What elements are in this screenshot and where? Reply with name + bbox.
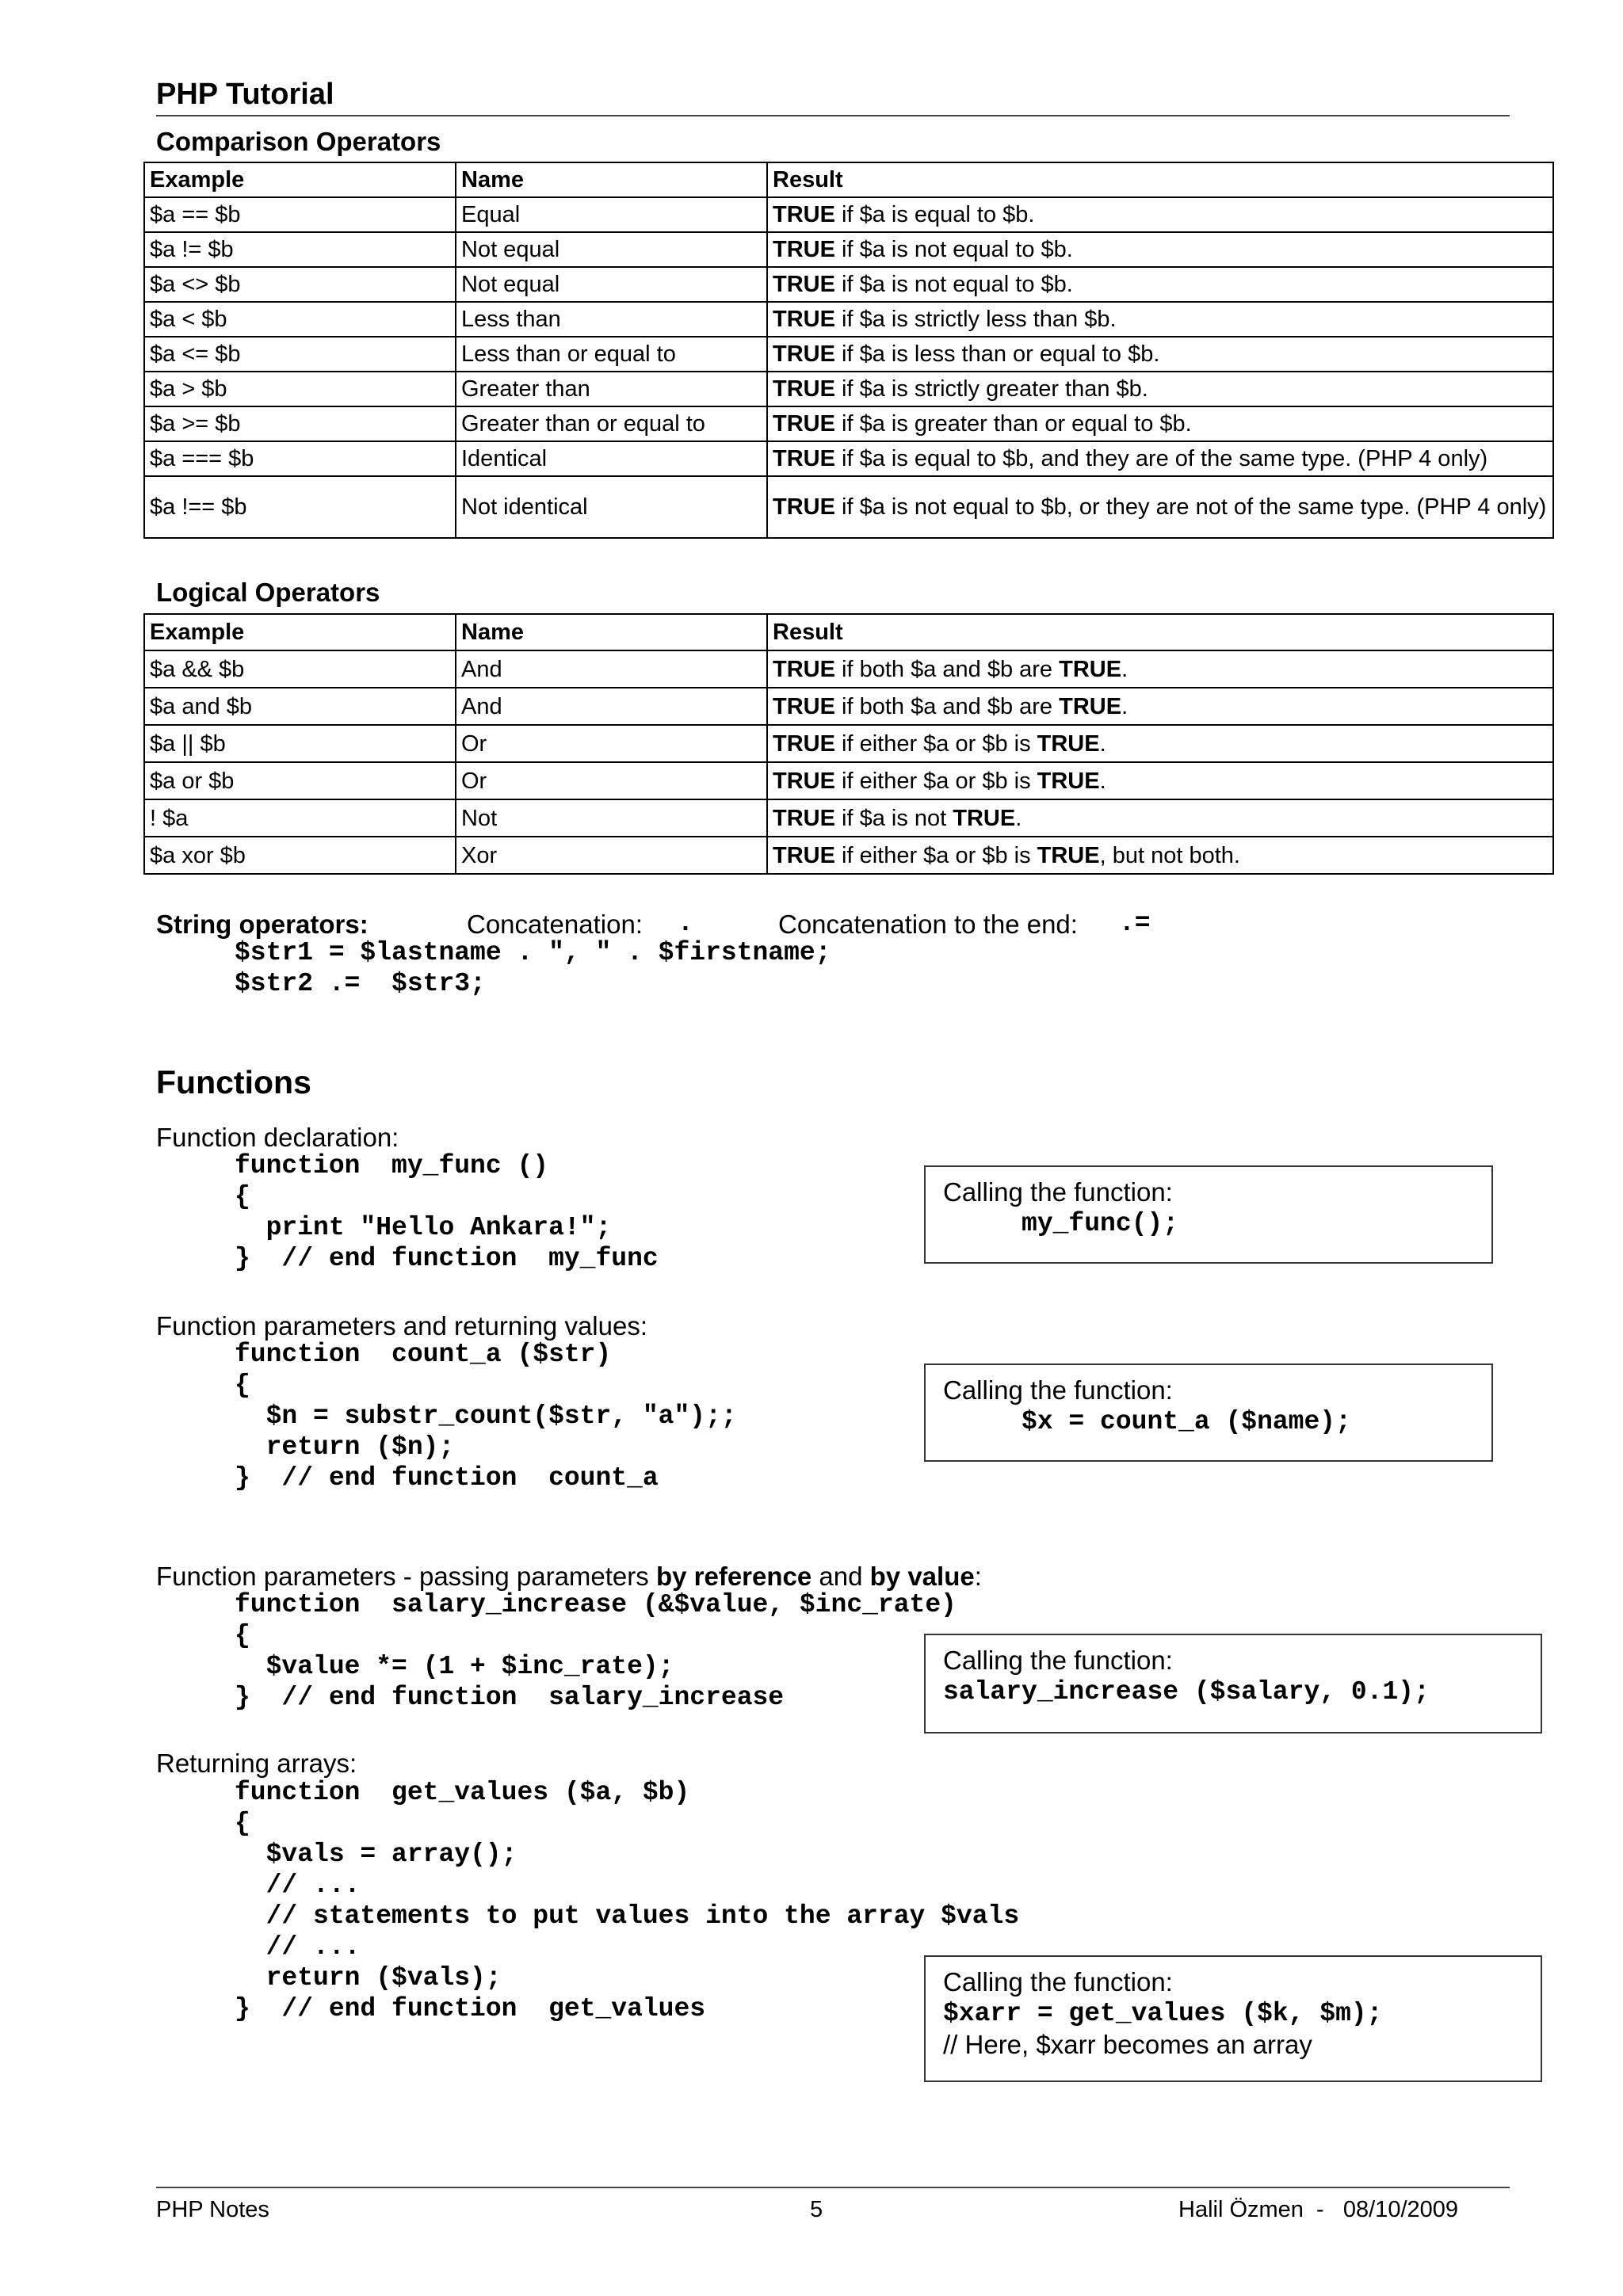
column-header: Result (767, 614, 1553, 650)
result-text: if $a is equal to $b, and they are of the same type. (PHP 4 only) (834, 446, 1488, 471)
result-keyword: TRUE (773, 693, 835, 719)
column-header: Name (456, 614, 767, 650)
call-code: my_func(); (943, 1209, 1179, 1238)
code-line: { (235, 1371, 250, 1400)
call-label: Calling the function: (943, 1967, 1173, 1997)
result-text: if both $a and $b are (834, 693, 1060, 719)
section-intro: Function parameters and returning values: (156, 1311, 648, 1341)
code-block (235, 1150, 659, 1274)
call-label: Calling the function: (943, 1646, 1173, 1675)
result-text: if $a is less than or equal to $b. (834, 341, 1160, 367)
name-cell: Not identical (456, 476, 767, 538)
result-text: . (1121, 693, 1128, 719)
table-row (144, 267, 1553, 302)
table-row (144, 372, 1553, 406)
name-cell: Less than or equal to (456, 337, 767, 372)
table-row (144, 441, 1553, 476)
column-header: Example (144, 162, 456, 197)
result-text: . (1015, 805, 1022, 831)
call-box (924, 1165, 1493, 1264)
name-cell: Equal (456, 197, 767, 232)
code-line: // ... (235, 1932, 361, 1962)
table-row (144, 302, 1553, 337)
result-text: if $a is not equal to $b, or they are not of the same type. (PHP 4 only) (834, 494, 1547, 520)
example-cell: $a == $b (144, 197, 456, 232)
example-cell: $a <= $b (144, 337, 456, 372)
table-row (144, 799, 1553, 837)
code-line: return ($n); (235, 1432, 455, 1462)
table-row (144, 837, 1553, 874)
table-row (144, 406, 1553, 441)
result-cell (767, 197, 1553, 232)
code-line: $str1 = $lastname . ", " . $firstname; (235, 938, 831, 967)
result-keyword: TRUE (773, 341, 835, 367)
result-keyword: TRUE (1059, 693, 1122, 719)
table-row (144, 232, 1553, 267)
result-text: if either $a or $b is (834, 730, 1037, 757)
example-cell: $a > $b (144, 372, 456, 406)
result-keyword: TRUE (1037, 768, 1100, 794)
string-operators-label: String operators: (156, 910, 369, 939)
result-cell (767, 799, 1553, 837)
comparison-table (143, 162, 1554, 539)
result-text: , but not both. (1099, 842, 1240, 868)
result-text: . (1121, 656, 1128, 682)
result-keyword: TRUE (773, 307, 835, 332)
call-code: salary_increase ($salary, 0.1); (943, 1677, 1430, 1707)
name-cell: And (456, 688, 767, 725)
example-cell: $a !== $b (144, 476, 456, 538)
result-cell (767, 267, 1553, 302)
page-title: PHP Tutorial (156, 78, 334, 111)
example-cell: $a <> $b (144, 267, 456, 302)
name-cell: Not (456, 799, 767, 837)
call-code: $x = count_a ($name); (943, 1407, 1351, 1436)
name-cell: Less than (456, 302, 767, 337)
table-header-row (144, 614, 1553, 650)
call-box (924, 1955, 1542, 2082)
code-line: print "Hello Ankara!"; (235, 1213, 612, 1242)
column-header: Result (767, 162, 1553, 197)
result-keyword: TRUE (1059, 656, 1122, 682)
result-keyword: TRUE (773, 446, 835, 471)
code-line: { (235, 1182, 250, 1211)
page-number: 5 (810, 2197, 823, 2222)
result-cell (767, 372, 1553, 406)
result-cell (767, 302, 1553, 337)
example-cell: ! $a (144, 799, 456, 837)
name-cell: Xor (456, 837, 767, 874)
name-cell: Or (456, 725, 767, 762)
concatenation-label: Concatenation: (467, 910, 643, 939)
code-line: } // end function salary_increase (235, 1683, 785, 1712)
code-line: // ... (235, 1871, 361, 1900)
concatenation-end-label: Concatenation to the end: (778, 910, 1078, 939)
intro-text: : (974, 1562, 982, 1591)
code-line: function salary_increase (&$value, $inc_rate) (235, 1590, 957, 1619)
call-label: Calling the function: (943, 1177, 1173, 1207)
result-keyword: TRUE (1037, 842, 1100, 868)
result-keyword: TRUE (773, 272, 835, 297)
example-cell: $a === $b (144, 441, 456, 476)
result-text: if $a is equal to $b. (834, 202, 1035, 227)
logical-table (143, 613, 1554, 875)
result-cell (767, 650, 1553, 688)
result-keyword: TRUE (773, 805, 835, 831)
name-cell: Greater than (456, 372, 767, 406)
name-cell: Identical (456, 441, 767, 476)
result-keyword: TRUE (773, 202, 835, 227)
call-note: // Here, $xarr becomes an array (943, 2030, 1312, 2059)
comparison-heading: Comparison Operators (156, 127, 441, 156)
call-code: $xarr = get_values ($k, $m); (943, 1999, 1383, 2028)
functions-heading: Functions (156, 1064, 311, 1100)
intro-text: and (812, 1562, 870, 1591)
result-cell (767, 337, 1553, 372)
concatenation-operator: . (678, 909, 693, 938)
result-keyword: TRUE (773, 494, 835, 520)
intro-text: Function parameters - passing parameters (156, 1562, 656, 1591)
result-keyword: TRUE (773, 656, 835, 682)
example-cell: $a && $b (144, 650, 456, 688)
code-block (235, 1589, 957, 1713)
code-line: } // end function count_a (235, 1463, 659, 1493)
table-row (144, 650, 1553, 688)
result-text: if $a is not equal to $b. (834, 272, 1073, 297)
result-keyword: TRUE (773, 730, 835, 757)
code-line: function my_func () (235, 1151, 549, 1180)
example-cell: $a != $b (144, 232, 456, 267)
name-cell: Not equal (456, 232, 767, 267)
code-line: { (235, 1621, 250, 1650)
code-line: $vals = array(); (235, 1840, 517, 1869)
result-keyword: TRUE (953, 805, 1016, 831)
result-text: if either $a or $b is (834, 842, 1037, 868)
footer-right: Halil Özmen - 08/10/2009 (1178, 2197, 1459, 2222)
table-row (144, 476, 1553, 538)
example-cell: $a >= $b (144, 406, 456, 441)
result-cell (767, 441, 1553, 476)
code-line: } // end function my_func (235, 1244, 659, 1273)
result-text: if $a is strictly less than $b. (834, 307, 1117, 332)
result-keyword: TRUE (773, 411, 835, 437)
intro-emphasis: by value (869, 1562, 975, 1591)
example-cell: $a xor $b (144, 837, 456, 874)
column-header: Example (144, 614, 456, 650)
table-row (144, 197, 1553, 232)
result-keyword: TRUE (773, 842, 835, 868)
result-cell (767, 837, 1553, 874)
section-intro: Returning arrays: (156, 1749, 357, 1778)
name-cell: Not equal (456, 267, 767, 302)
code-line: function count_a ($str) (235, 1340, 612, 1369)
concatenation-end-operator: .= (1119, 909, 1151, 938)
code-line: $str2 .= $str3; (235, 969, 486, 998)
result-keyword: TRUE (773, 768, 835, 794)
example-cell: $a || $b (144, 725, 456, 762)
result-cell (767, 476, 1553, 538)
code-line: $n = substr_count($str, "a");; (235, 1402, 737, 1431)
name-cell: Greater than or equal to (456, 406, 767, 441)
example-cell: $a or $b (144, 762, 456, 799)
name-cell: Or (456, 762, 767, 799)
call-box (924, 1363, 1493, 1462)
example-cell: $a < $b (144, 302, 456, 337)
result-cell (767, 688, 1553, 725)
result-cell (767, 406, 1553, 441)
code-line: // statements to put values into the array $vals (235, 1901, 1020, 1931)
footer-left: PHP Notes (156, 2197, 269, 2222)
result-text: if $a is strictly greater than $b. (834, 376, 1148, 402)
table-row (144, 337, 1553, 372)
result-text: if $a is not (834, 805, 953, 831)
table-header-row (144, 162, 1553, 197)
code-line: } // end function get_values (235, 1994, 706, 2023)
intro-emphasis: by reference (655, 1562, 812, 1591)
code-line: return ($vals); (235, 1963, 502, 1993)
result-cell (767, 725, 1553, 762)
result-text: if $a is greater than or equal to $b. (834, 411, 1192, 437)
table-row (144, 762, 1553, 799)
result-text: if either $a or $b is (834, 768, 1037, 794)
example-cell: $a and $b (144, 688, 456, 725)
result-cell (767, 232, 1553, 267)
section-intro (156, 1562, 982, 1592)
result-keyword: TRUE (1037, 730, 1100, 757)
header-rule (156, 115, 1510, 116)
result-text: . (1099, 730, 1106, 757)
result-text: if $a is not equal to $b. (834, 237, 1073, 262)
column-header: Name (456, 162, 767, 197)
code-line: $value *= (1 + $inc_rate); (235, 1652, 674, 1681)
logical-heading: Logical Operators (156, 578, 380, 607)
result-text: if both $a and $b are (834, 656, 1060, 682)
section-intro: Function declaration: (156, 1123, 399, 1152)
call-box (924, 1634, 1542, 1733)
code-line: function get_values ($a, $b) (235, 1778, 690, 1807)
table-row (144, 688, 1553, 725)
name-cell: And (456, 650, 767, 688)
result-keyword: TRUE (773, 237, 835, 262)
result-keyword: TRUE (773, 376, 835, 402)
footer-rule (156, 2187, 1510, 2188)
result-cell (767, 762, 1553, 799)
table-row (144, 725, 1553, 762)
code-block (235, 1777, 1019, 2024)
result-text: . (1099, 768, 1106, 794)
code-block (235, 1339, 737, 1493)
code-line: { (235, 1809, 250, 1838)
call-label: Calling the function: (943, 1375, 1173, 1405)
